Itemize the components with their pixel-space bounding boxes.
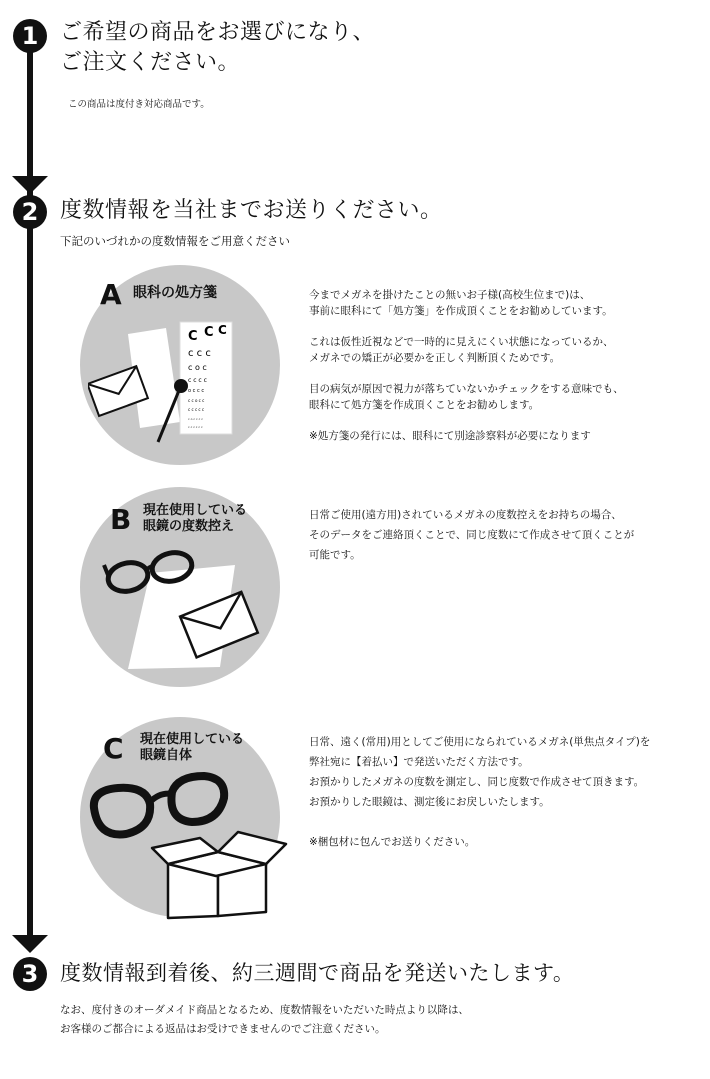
option-c-letter: C — [103, 732, 124, 765]
option-b-title-line: 眼鏡の度数控え — [143, 519, 235, 534]
option-c-paragraph — [309, 732, 650, 812]
svg-text:C: C — [218, 323, 227, 337]
timeline-arrow-2 — [12, 935, 48, 953]
option-a-letter: A — [100, 278, 122, 311]
step-3-note — [60, 1001, 469, 1039]
option-b-paragraph — [309, 505, 634, 565]
text-line: 可能です。 — [309, 549, 361, 561]
step-1-title-line: ご希望の商品をお選びになり、 — [60, 20, 376, 45]
svg-text:c o c: c o c — [188, 363, 207, 372]
text-line: メガネでの矯正が必要かを正しく判断頂くためです。 — [309, 352, 561, 364]
text-line: 事前に眼科にて「処方箋」を作成頂くことをお勧めしています。 — [309, 305, 613, 317]
text-line: これは仮性近視などで一時的に見えにくい状態になっているか、 — [309, 336, 614, 348]
option-b-title — [143, 503, 247, 535]
svg-text:c c c c: c c c c — [188, 377, 207, 384]
timeline-arrow-1 — [12, 176, 48, 194]
step-2-subtitle: 下記のいづれかの度数情報をご用意ください — [60, 234, 290, 248]
svg-text:c c o c c: c c o c c — [188, 398, 205, 403]
option-c-illustration — [88, 772, 298, 922]
step-2-title: 度数情報を当社までお送りください。 — [60, 198, 443, 223]
text-line: 目の病気が原因で視力が落ちていないかチェックをする意味でも、 — [309, 383, 624, 395]
option-c-title-line: 現在使用している — [140, 732, 245, 747]
svg-text:o c c c: o c c c — [188, 388, 205, 394]
option-a-illustration — [88, 312, 258, 452]
text-line: 弊社宛に【着払い】で発送いただく方法です。 — [309, 756, 529, 768]
step-badge-1: 1 — [13, 19, 47, 53]
option-c-text — [309, 732, 650, 852]
step-1-note: この商品は度付き対応商品です。 — [68, 99, 210, 110]
option-b-text — [309, 505, 634, 565]
svg-text:c c c: c c c — [188, 348, 211, 359]
box-icon — [152, 832, 286, 918]
option-c-title — [140, 732, 244, 764]
svg-text:c c c c c: c c c c c — [188, 407, 205, 412]
text-line: 日常、遠く(常用)用としてご使用になられているメガネ(単焦点タイプ)を — [309, 736, 651, 748]
option-c-title-line: 眼鏡自体 — [140, 748, 193, 763]
option-c-paragraph — [309, 832, 650, 852]
option-a-title: 眼科の処方箋 — [133, 285, 217, 301]
text-line: なお、度付きのオーダメイド商品となるため、度数情報をいただいた時点より以降は、 — [60, 1004, 469, 1016]
step-badge-2: 2 — [13, 195, 47, 229]
text-line: ※処方箋の発行には、眼科にて別途診察料が必要になります — [309, 430, 591, 442]
option-a-paragraph — [309, 381, 624, 413]
option-b-illustration — [100, 545, 280, 675]
svg-text:C: C — [188, 329, 198, 344]
svg-text:C: C — [204, 325, 214, 340]
svg-text:c o c c c c: c o c c c c — [188, 417, 203, 421]
option-b-letter: B — [110, 503, 132, 536]
text-line: 日常ご使用(遠方用)されているメガネの度数控えをお持ちの場合、 — [309, 509, 622, 521]
step-badge-3: 3 — [13, 957, 47, 991]
option-b-title-line: 現在使用している — [143, 503, 248, 518]
option-a-paragraph — [309, 428, 624, 444]
text-line: お客様のご都合による返品はお受けできませんのでご注意ください。 — [60, 1023, 386, 1035]
step-1-title — [60, 18, 375, 78]
text-line: 眼科にて処方箋を作成頂くことをお勧めします。 — [309, 399, 540, 411]
text-line: ※梱包材に包んでお送りください。 — [309, 836, 476, 848]
option-a-paragraph — [309, 334, 624, 366]
text-line: そのデータをご連絡頂くことで、同じ度数にて作成させて頂くことが — [309, 529, 635, 541]
svg-text:c c c c c c: c c c c c c — [188, 425, 203, 429]
text-line: お預かりした眼鏡は、測定後にお戻しいたします。 — [309, 796, 550, 808]
step-3-title: 度数情報到着後、約三週間で商品を発送いたします。 — [60, 961, 575, 985]
glasses-icon — [94, 776, 224, 834]
option-a-paragraph — [309, 287, 624, 319]
eye-chart-icon — [180, 322, 232, 434]
text-line: 今までメガネを掛けたことの無いお子様(高校生位まで)は、 — [309, 289, 591, 301]
text-line: お預かりしたメガネの度数を測定し、同じ度数で作成させて頂きます。 — [309, 776, 645, 788]
option-a-text — [309, 287, 624, 444]
step-1-title-line: ご注文ください。 — [60, 50, 241, 75]
timeline-line — [27, 40, 33, 940]
